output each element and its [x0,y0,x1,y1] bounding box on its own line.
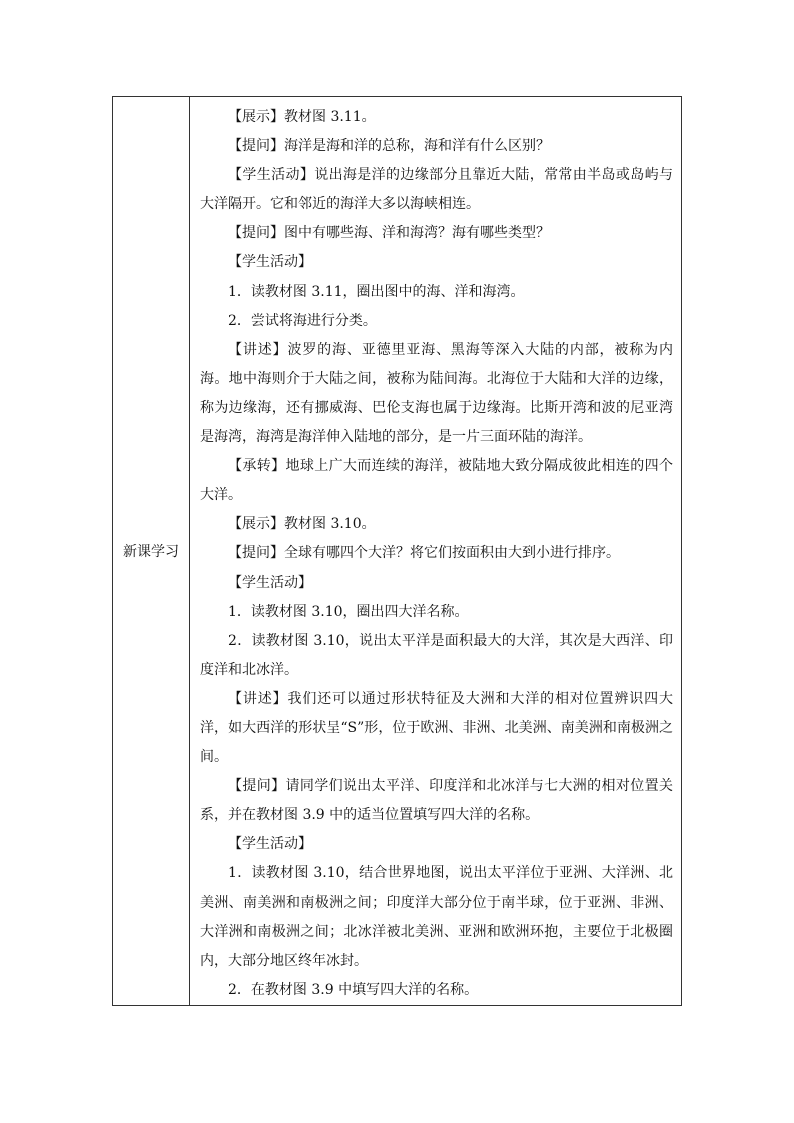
paragraph-text: 2．读教材图 3.10，说出太平洋是面积最大的大洋，其次是大西洋、印度洋和北冰洋。 [200,632,673,678]
content-paragraph [200,103,673,132]
content-paragraph [200,539,673,568]
paragraph-tag: 【学生活动】 [228,836,312,853]
paragraph-tag: 【提问】 [228,778,286,795]
content-paragraph [200,278,673,307]
paragraph-text: 教材图 3.10。 [284,516,376,533]
paragraph-text: 我们还可以通过形状特征及大洲和大洋的相对位置辨识四大洋，如大西洋的形状呈“S”形，位于欧洲、非洲、北美洲、南美洲和南极洲之间。 [200,690,674,766]
paragraph-text: 说出海是洋的边缘部分且靠近大陆，常常由半岛或岛屿与大洋隔开。它和邻近的海洋大多以海峡相连。 [200,167,674,213]
section-label-cell [113,97,190,1006]
content-paragraph [200,132,673,161]
paragraph-tag: 【提问】 [228,545,284,562]
paragraph-text: 2．尝试将海进行分类。 [228,312,377,329]
content-paragraph [200,161,673,219]
paragraph-text: 全球有哪四个大洋？将它们按面积由大到小进行排序。 [284,545,620,562]
content-paragraph [200,219,673,248]
table-row [113,97,682,1006]
content-paragraph [200,307,673,336]
paragraph-tag: 【展示】 [228,109,284,125]
lesson-plan-table [112,96,682,1006]
content-paragraph [200,248,673,277]
content-paragraph [200,598,673,627]
paragraph-tag: 【讲述】 [228,341,288,358]
paragraph-text: 波罗的海、亚德里亚海、黑海等深入大陆的内部，被称为内海。地中海则介于大陆之间，被称为陆间海。北海位于大陆和大洋的边缘，称为边缘海，还有挪威海、巴伦支海也属于边缘海。比斯开湾和波的尼亚湾是海湾，海湾是海洋伸入陆地的部分，是一片三面环陆的海洋。 [200,341,674,446]
content-paragraph [200,452,673,510]
content-paragraph [200,627,673,685]
content-paragraph [200,569,673,598]
content-paragraph [200,830,673,859]
paragraph-tag: 【承转】 [228,458,286,475]
content-paragraph [200,772,673,830]
paragraph-list [200,103,673,1005]
content-paragraph [200,976,673,1005]
content-paragraph [200,336,673,452]
paragraph-tag: 【讲述】 [228,690,288,707]
paragraph-text: 2．在教材图 3.9 中填写四大洋的名称。 [228,981,479,998]
paragraph-tag: 【提问】 [228,138,284,155]
section-label: 新课学习 [123,543,179,560]
content-paragraph [200,510,673,539]
paragraph-text: 教材图 3.11。 [284,109,376,125]
paragraph-text: 1．读教材图 3.10，结合世界地图，说出太平洋位于亚洲、大洋洲、北美洲、南美洲和南极洲之间；印度洋大部分位于南半球，位于亚洲、非洲、大洋洲和南极洲之间；北冰洋被北美洲、亚洲和欧洲环抱，主要位于北极圈内，大部分地区终年冰封。 [200,865,673,969]
paragraph-tag: 【展示】 [228,516,284,533]
content-paragraph [200,685,673,772]
paragraph-tag: 【学生活动】 [228,574,312,591]
paragraph-text: 图中有哪些海、洋和海湾？海有哪些类型？ [284,225,550,242]
paragraph-text: 1．读教材图 3.10，圈出四大洋名称。 [228,603,469,620]
paragraph-tag: 【学生活动】 [228,167,315,184]
paragraph-text: 1．读教材图 3.11，圈出图中的海、洋和海湾。 [228,283,525,300]
paragraph-text: 地球上广大而连续的海洋，被陆地大致分隔成彼此相连的四个大洋。 [200,458,674,504]
paragraph-tag: 【提问】 [228,225,284,242]
content-cell [190,97,682,1006]
paragraph-text: 请同学们说出太平洋、印度洋和北冰洋与七大洲的相对位置关系，并在教材图 3.9 中的适当位置填写四大洋的名称。 [200,778,674,824]
content-paragraph [200,859,673,975]
paragraph-tag: 【学生活动】 [228,254,312,271]
paragraph-text: 海洋是海和洋的总称，海和洋有什么区别？ [284,138,550,155]
